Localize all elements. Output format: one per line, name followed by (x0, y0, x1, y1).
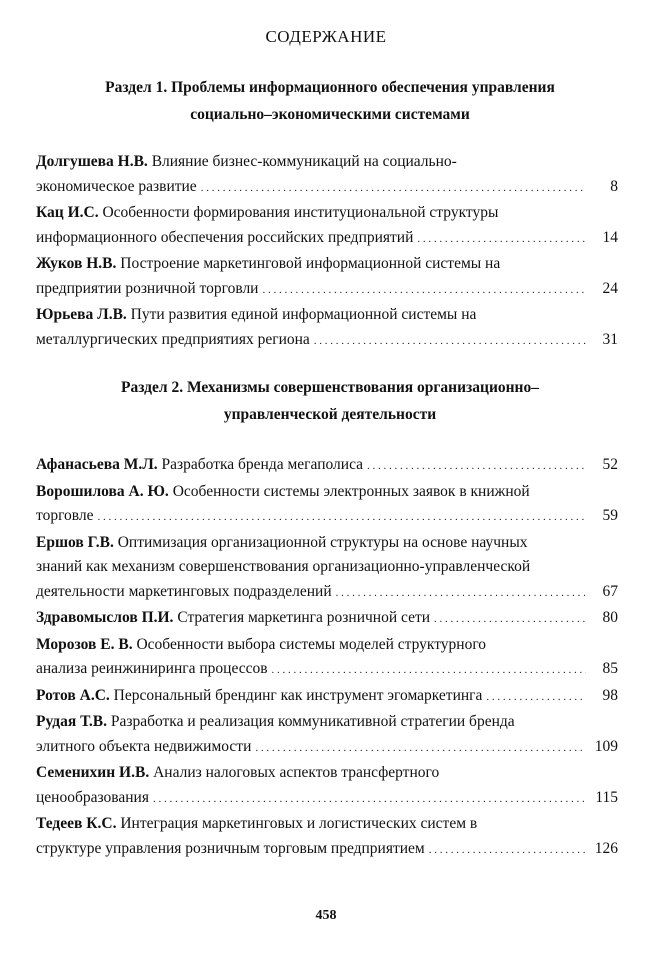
entry-title-text: Оптимизация организационной структуры на основе научных (117, 533, 528, 551)
toc-entry (36, 710, 618, 760)
entry-page-number[interactable]: 109 (594, 737, 618, 755)
entry-line (36, 201, 618, 226)
entry-page-number[interactable]: 126 (594, 839, 618, 857)
page-title: СОДЕРЖАНИЕ (265, 27, 387, 46)
dot-leader (153, 786, 586, 812)
toc-entry (36, 252, 618, 302)
entry-page-number[interactable]: 8 (610, 177, 618, 195)
entry-line (36, 252, 618, 277)
entry-last-line (36, 837, 618, 863)
entry-title-text: торговле (36, 507, 94, 524)
entry-author: Афанасьева М.Л. (36, 456, 158, 473)
entry-line (36, 150, 618, 175)
entry-author: Кац И.С. (36, 204, 99, 221)
entry-line (36, 480, 618, 505)
entry-title-text: ценообразования (36, 788, 149, 806)
entry-page-number[interactable]: 52 (602, 456, 618, 473)
entry-title-text: Построение маркетинговой информационной системы на (120, 255, 501, 272)
toc-entry (36, 303, 618, 353)
section-heading-line: Раздел 2. Механизмы совершенствования организационно– (120, 379, 539, 396)
entry-author: Юрьева Л.В. (36, 306, 127, 323)
entry-page-number[interactable]: 80 (602, 609, 618, 626)
entry-page-number[interactable]: 24 (602, 279, 618, 297)
dot-leader (434, 606, 586, 632)
section-1-entries (36, 150, 618, 354)
dot-leader (314, 328, 586, 354)
entry-last-line (36, 606, 618, 632)
toc-entry (36, 684, 618, 710)
entry-title-text: Интеграция маркетинговых и логистических систем в (120, 815, 478, 832)
dot-leader (255, 735, 586, 761)
dot-leader (201, 175, 586, 201)
entry-title-text: предприятии розничной торговли (36, 279, 259, 297)
toc-entry (36, 761, 618, 811)
entry-title-text: металлургических предприятиях региона (36, 330, 310, 348)
entry-line (36, 812, 618, 837)
entry-line (36, 761, 618, 786)
dot-leader (272, 657, 586, 683)
entry-page-number[interactable]: 98 (602, 686, 618, 704)
toc-entry (36, 201, 618, 251)
section-heading-line: Раздел 1. Проблемы информационного обеспечения управления (105, 79, 555, 96)
entry-title-text: Разработка бренда мегаполиса (161, 456, 364, 473)
entry-author: Рудая Т.В. (36, 713, 107, 730)
entry-author: Здравомыслов П.И. (36, 609, 174, 626)
entry-author: Морозов Е. В. (36, 635, 133, 653)
toc-entry (36, 606, 618, 632)
toc-entry (36, 480, 618, 530)
entry-last-line (36, 684, 618, 710)
entry-author: Жуков Н.В. (36, 255, 117, 272)
entry-title-text: Особенности системы электронных заявок в книжной (172, 482, 530, 500)
entry-title-text: знаний как механизм совершенствования организационно-управленческой (36, 558, 531, 575)
toc-entry (36, 633, 618, 683)
entry-author: Тедеев К.С. (36, 815, 117, 832)
entry-title-text: структуре управления розничным торговым предприятием (36, 839, 425, 857)
entry-page-number[interactable]: 67 (602, 582, 618, 600)
entry-author: Ершов Г.В. (36, 533, 114, 551)
section-heading-line: управленческой деятельности (223, 406, 437, 423)
section-heading-line: социально–экономическими системами (190, 106, 470, 123)
entry-last-line (36, 328, 618, 354)
entry-last-line (36, 580, 618, 606)
page-number: 458 (315, 908, 337, 923)
entry-line (36, 710, 618, 735)
entry-line (36, 303, 618, 328)
entry-author: Семенихин И.В. (36, 764, 150, 781)
entry-last-line (36, 735, 618, 761)
entry-title-text: анализа реинжиниринга процессов (36, 660, 268, 677)
entry-last-line (36, 504, 618, 530)
dot-leader (429, 837, 586, 863)
entry-author: Долгушева Н.В. (36, 153, 148, 170)
dot-leader (262, 277, 586, 303)
entry-author: Ворошилова А. Ю. (36, 482, 169, 500)
entry-title-text: Влияние бизнес-коммуникаций на социально- (151, 153, 457, 170)
entry-title-text: Разработка и реализация коммуникативной стратегии бренда (110, 713, 515, 730)
entry-last-line (36, 175, 618, 201)
dot-leader (417, 226, 586, 252)
entry-line (36, 633, 618, 658)
entry-page-number[interactable]: 85 (602, 660, 618, 677)
toc-entry (36, 812, 618, 862)
entry-author: Ротов А.С. (36, 686, 110, 704)
entry-line (36, 555, 618, 580)
entry-title-text: элитного объекта недвижимости (36, 737, 252, 755)
entry-title-text: экономическое развитие (36, 177, 197, 195)
entry-last-line (36, 277, 618, 303)
entry-last-line (36, 453, 618, 479)
entry-title-text: Стратегия маркетинга розничной сети (177, 609, 431, 626)
entry-title-text: Анализ налоговых аспектов трансфертного (153, 764, 440, 781)
entry-last-line (36, 786, 618, 812)
entry-title-text: Персональный брендинг как инструмент эгомаркетинга (113, 686, 483, 704)
entry-page-number[interactable]: 14 (602, 228, 618, 246)
entry-page-number[interactable]: 59 (602, 507, 618, 524)
dot-leader (486, 684, 586, 710)
section-1-heading (40, 74, 620, 128)
entry-last-line (36, 226, 618, 252)
toc-entry (36, 150, 618, 200)
entry-title-text: Особенности формирования институциональной структуры (102, 204, 499, 221)
entry-title-text: информационного обеспечения российских предприятий (36, 228, 414, 246)
entry-line (36, 531, 618, 556)
entry-title-text: деятельности маркетинговых подразделений (36, 582, 332, 600)
entry-title-text: Особенности выбора системы моделей структурного (136, 635, 487, 653)
entry-title-text: Пути развития единой информационной системы на (130, 306, 477, 323)
entry-page-number[interactable]: 31 (602, 330, 618, 348)
section-2-heading (40, 374, 620, 428)
toc-entry (36, 531, 618, 606)
section-2-entries (36, 453, 618, 863)
dot-leader (98, 504, 586, 530)
dot-leader (367, 453, 586, 479)
dot-leader (336, 580, 586, 606)
entry-page-number[interactable]: 115 (595, 788, 618, 806)
toc-entry (36, 453, 618, 479)
entry-last-line (36, 657, 618, 683)
